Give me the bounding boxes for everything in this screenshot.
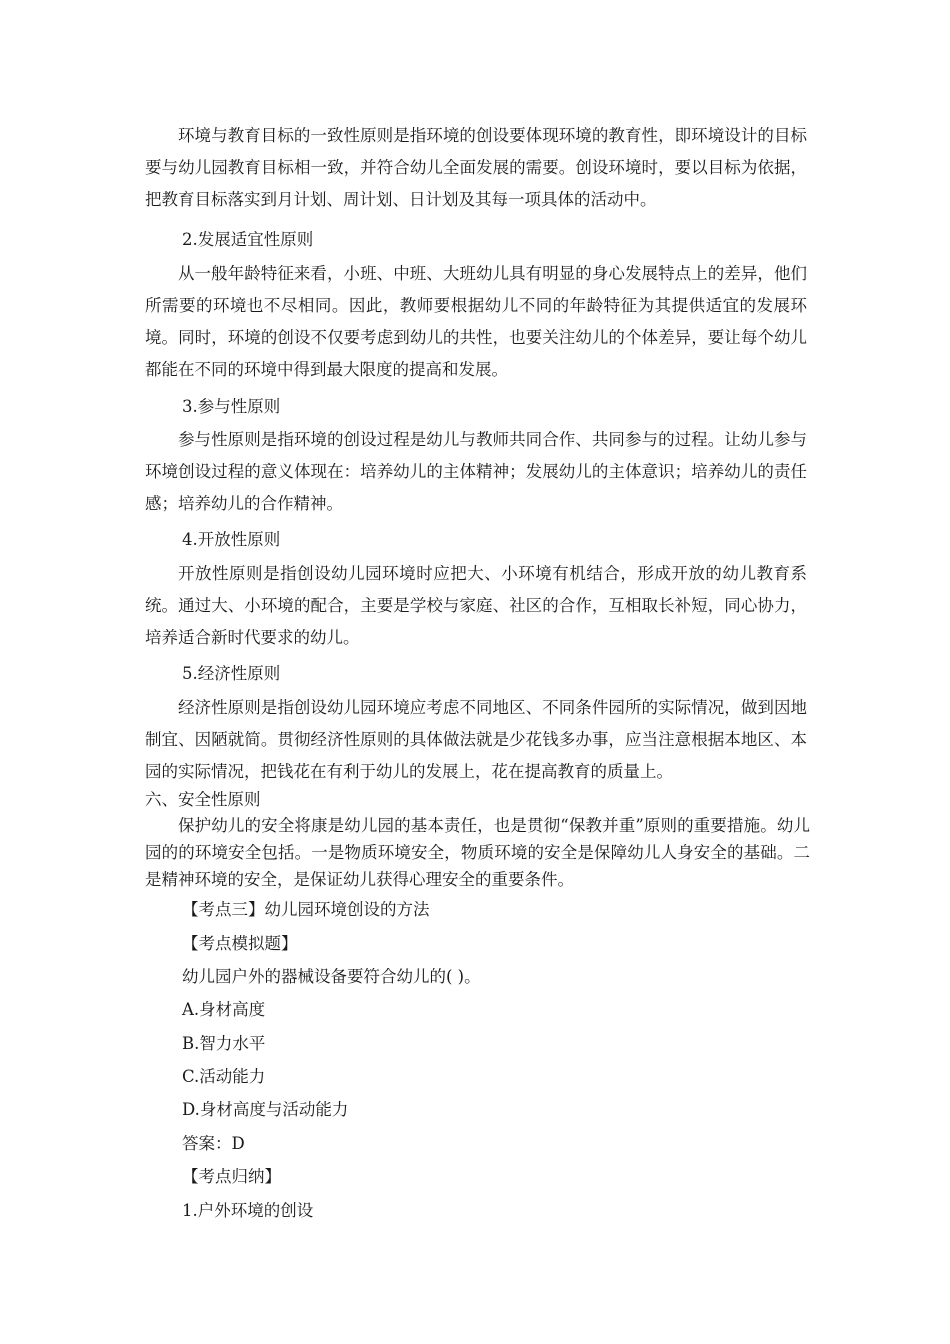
heading-safety: 六、安全性原则 — [145, 790, 261, 809]
heading-key-point-summary: 【考点归纳】 — [182, 1167, 281, 1186]
answer-text: 答案：D — [182, 1134, 245, 1153]
option-b: B.智力水平 — [182, 1034, 266, 1053]
heading-mock-question: 【考点模拟题】 — [182, 934, 298, 953]
paragraph-openness: 开放性原则是指创设幼儿园环境时应把大、小环境有机结合，形成开放的幼儿教育系统。通过大、小环境的配合，主要是学校与家庭、社区的合作，互相取长补短，同心协力，培养适合新时代要求的幼儿。 — [145, 564, 807, 647]
heading-participation: 3.参与性原则 — [182, 397, 281, 416]
paragraph-economy: 经济性原则是指创设幼儿园环境应考虑不同地区、不同条件园所的实际情况，做到因地制宜、因陋就简。贯彻经济性原则的具体做法就是少花钱多办事，应当注意根据本地区、本园的实际情况，把钱花在有利于幼儿的发展上，花在提高教育的质量上。 — [145, 698, 807, 781]
paragraph-safety: 保护幼儿的安全将康是幼儿园的基本责任，也是贯彻“保教并重”原则的重要措施。幼儿园的的环境安全包括。一是物质环境安全，物质环境的安全是保障幼儿人身安全的基础。二是精神环境的安全，是保证幼儿获得心理安全的重要条件。 — [145, 816, 810, 889]
paragraph-development-appropriateness: 从一般年龄特征来看，小班、中班、大班幼儿具有明显的身心发展特点上的差异，他们所需要的环境也不尽相同。因此，教师要根据幼儿不同的年龄特征为其提供适宜的发展环境。同时，环境的创设不仅要考虑到幼儿的共性，也要关注幼儿的个体差异，要让每个幼儿都能在不同的环境中得到最大限度的提高和发展。 — [145, 264, 807, 379]
question-text: 幼儿园户外的器械设备要符合幼儿的( )。 — [182, 967, 481, 986]
paragraph-participation: 参与性原则是指环境的创设过程是幼儿与教师共同合作、共同参与的过程。让幼儿参与环境创设过程的意义体现在：培养幼儿的主体精神；发展幼儿的主体意识；培养幼儿的责任感；培养幼儿的合作精神。 — [145, 430, 807, 513]
heading-key-point-three: 【考点三】幼儿园环境创设的方法 — [182, 900, 430, 919]
option-c: C.活动能力 — [182, 1067, 266, 1086]
heading-openness: 4.开放性原则 — [182, 530, 281, 549]
option-d: D.身材高度与活动能力 — [182, 1100, 349, 1119]
heading-outdoor-environment: 1.户外环境的创设 — [182, 1201, 314, 1220]
heading-development-appropriateness: 2.发展适宜性原则 — [182, 230, 314, 249]
heading-economy: 5.经济性原则 — [182, 664, 281, 683]
paragraph-consistency-principle: 环境与教育目标的一致性原则是指环境的创设要体现环境的教育性，即环境设计的目标要与幼儿园教育目标相一致，并符合幼儿全面发展的需要。创设环境时，要以目标为依据，把教育目标落实到月计划、周计划、日计划及其每一项具体的活动中。 — [145, 126, 807, 209]
option-a: A.身材高度 — [182, 1000, 266, 1019]
